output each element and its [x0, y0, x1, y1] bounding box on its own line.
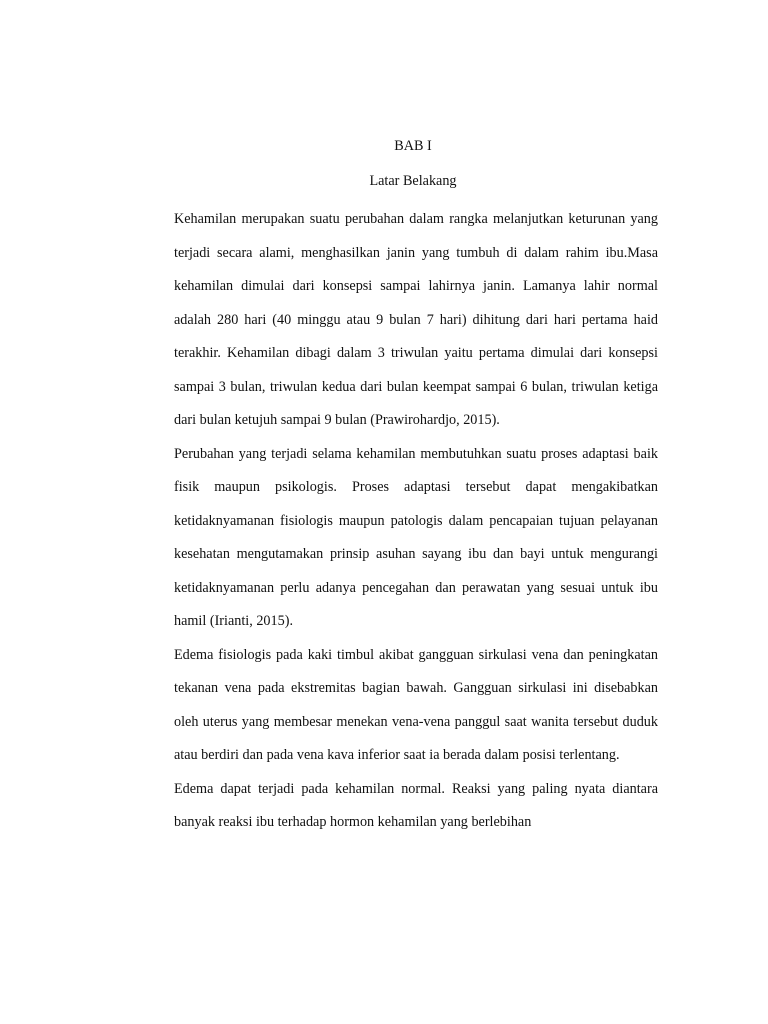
chapter-heading: BAB I — [394, 138, 432, 154]
paragraph-3: Edema fisiologis pada kaki timbul akibat gangguan sirkulasi vena dan peningkatan tekanan vena pada ekstremitas bagian bawah. Gangguan sirkulasi ini disebabkan oleh uterus yang membesar menekan vena-vena panggul saat wanita tersebut duduk atau berdiri dan pada vena kava inferior saat ia berada dalam posisi terlentang. — [174, 646, 658, 763]
body-text — [174, 203, 658, 840]
paragraph-4: Edema dapat terjadi pada kehamilan normal. Reaksi yang paling nyata diantara banyak reaksi ibu terhadap hormon kehamilan yang berlebihan — [174, 780, 658, 830]
paragraph-1: Kehamilan merupakan suatu perubahan dalam rangka melanjutkan keturunan yang terjadi secara alami, menghasilkan janin yang tumbuh di dalam rahim ibu.Masa kehamilan dimulai dari konsepsi sampai lahirnya janin. Lamanya lahir normal adalah 280 hari (40 minggu atau 9 bulan 7 hari) dihitung dari hari pertama haid terakhir. Kehamilan dibagi dalam 3 triwulan yaitu pertama dimulai dari konsepsi sampai 3 bulan, triwulan kedua dari bulan keempat sampai 6 bulan, triwulan ketiga dari bulan ketujuh sampai 9 bulan (Prawirohardjo, 2015). — [174, 211, 658, 428]
paragraph-2: Perubahan yang terjadi selama kehamilan membutuhkan suatu proses adaptasi baik fisik maupun psikologis. Proses adaptasi tersebut dapat mengakibatkan ketidaknyamanan fisiologis maupun patologis dalam pencapaian tujuan pelayanan kesehatan mengutamakan prinsip asuhan sayang ibu dan bayi untuk mengurangi ketidaknyamanan perlu adanya pencegahan dan perawatan yang sesuai untuk ibu hamil (Irianti, 2015). — [174, 445, 658, 629]
section-title: Latar Belakang — [369, 173, 457, 189]
